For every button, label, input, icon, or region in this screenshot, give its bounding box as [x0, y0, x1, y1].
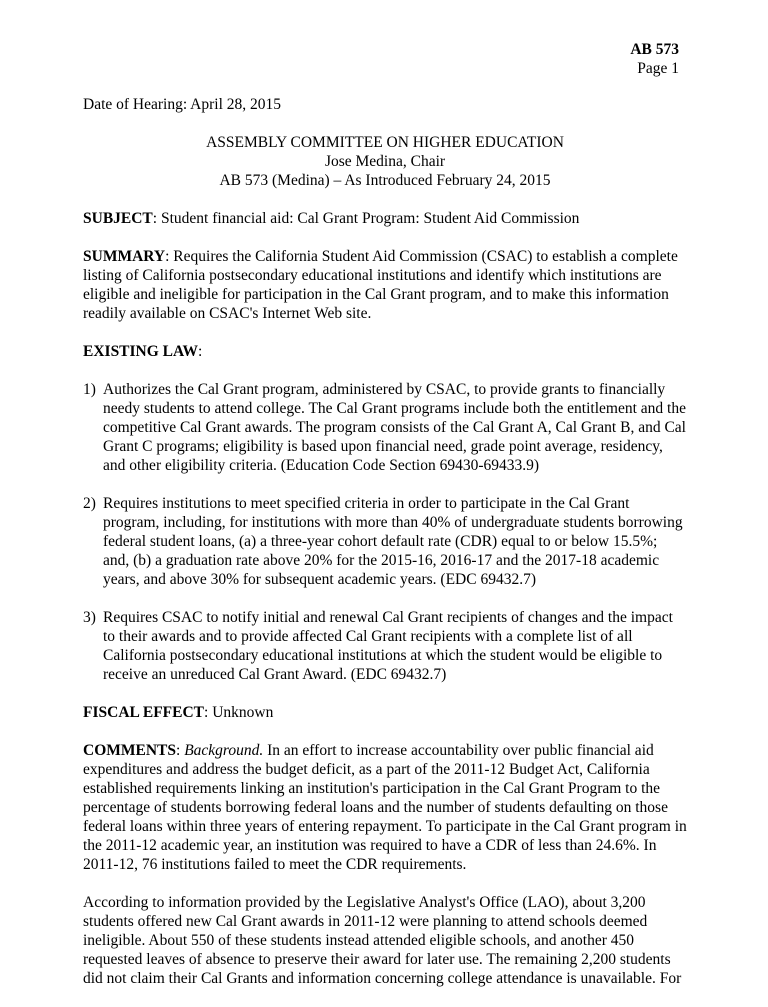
list-item-number: 2) [83, 495, 96, 512]
summary-label: SUMMARY [83, 248, 166, 265]
comments-colon: : [176, 742, 185, 759]
hearing-date: Date of Hearing: April 28, 2015 [83, 96, 282, 113]
comments-background-label: Background. [184, 742, 264, 759]
existing-law-colon: : [198, 343, 203, 360]
subject-label: SUBJECT [83, 210, 153, 227]
list-item [83, 494, 687, 589]
subject-paragraph [83, 209, 687, 228]
comments-paragraph [83, 741, 687, 874]
page-number: Page 1 [637, 60, 679, 77]
list-item-number: 3) [83, 609, 96, 626]
comments-label: COMMENTS [83, 742, 176, 759]
list-item [83, 608, 687, 684]
page-header [630, 40, 679, 78]
summary-paragraph [83, 247, 687, 323]
list-item-text: Requires institutions to meet specified criteria in order to participate in the Cal Grant program, including, for institutions with more than 40% of undergraduate students borrowing federal student loans, (a) a three-year cohort default rate (CDR) equal to or below 15.5%; and, (b) a graduation rate above 20% for the 2015-16, 2016-17 and the 2017-18 academic years, and above 30% for subsequent academic years. (EDC 69432.7) [103, 495, 683, 588]
existing-law-label: EXISTING LAW [83, 343, 198, 360]
existing-law-list [83, 380, 687, 684]
list-item-number: 1) [83, 381, 96, 398]
subject-text: : Student financial aid: Cal Grant Program: Student Aid Commission [152, 210, 580, 227]
existing-law-heading [83, 342, 687, 361]
committee-name: ASSEMBLY COMMITTEE ON HIGHER EDUCATION [206, 134, 564, 151]
committee-chair: Jose Medina, Chair [324, 153, 446, 170]
bill-number: AB 573 [630, 41, 679, 58]
list-item [83, 380, 687, 475]
list-item-text: Authorizes the Cal Grant program, administered by CSAC, to provide grants to financially needy students to attend college. The Cal Grant programs include both the entitlement and the competitive Cal Grant awards. The program consists of the Cal Grant A, Cal Grant B, and Cal Grant C programs; eligibility is based upon financial need, grade point average, residency, and other eligibility criteria. (Education Code Section 69430-69433.9) [103, 381, 686, 474]
document-body [83, 95, 687, 1007]
fiscal-effect-paragraph [83, 703, 687, 722]
list-item-text: Requires CSAC to notify initial and renewal Cal Grant recipients of changes and the impact to their awards and to provide affected Cal Grant recipients with a complete list of all California postsecondary educational institutions at which the student would be eligible to receive an unreduced Cal Grant Award. (EDC 69432.7) [103, 609, 673, 683]
lao-paragraph: According to information provided by the Legislative Analyst's Office (LAO), about 3,200 students offered new Cal Grant awards in 2011-12 were planning to attend schools deemed ineligible. About 550 of these students instead attended eligible schools, and another 450 requested leaves of absence to preserve their award for later use. The remaining 2,200 students did not claim their Cal Grants and information concerning college attendance is unavailable. For [83, 894, 682, 987]
fiscal-effect-label: FISCAL EFFECT [83, 704, 205, 721]
summary-text: : Requires the California Student Aid Commission (CSAC) to establish a complete listing of California postsecondary educational institutions and identify which institutions are eligible and ineligible for participation in the Cal Grant program, and to make this information readily available on CSAC's Internet Web site. [83, 248, 678, 322]
bill-title-line: AB 573 (Medina) – As Introduced February 24, 2015 [219, 172, 551, 189]
fiscal-effect-text: : Unknown [204, 704, 274, 721]
comments-text: In an effort to increase accountability over public financial aid expenditures and address the budget deficit, as a part of the 2011-12 Budget Act, California established requirements linking an institution's participation in the Cal Grant Program to the percentage of students borrowing federal loans and the number of students defaulting on those federal loans within three years of entering repayment. To participate in the Cal Grant program in the 2011-12 academic year, an institution was required to have a CDR of less than 24.6%. In 2011-12, 76 institutions failed to meet the CDR requirements. [83, 742, 687, 873]
committee-block [83, 133, 687, 190]
